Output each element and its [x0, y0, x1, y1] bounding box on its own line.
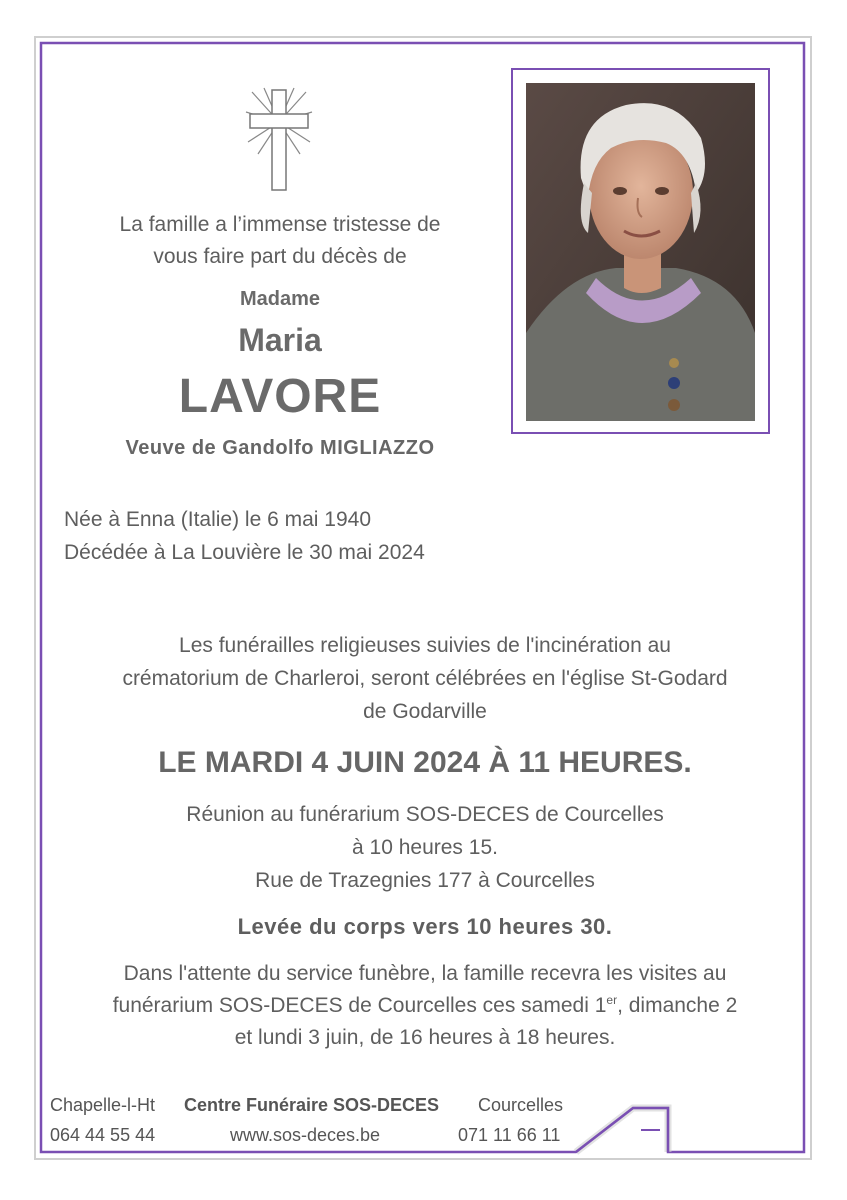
footer-website-link[interactable]: www.sos-deces.be: [230, 1125, 381, 1145]
visits-line-2-sup: er: [606, 993, 618, 1007]
visits-line-2-b: , dimanche 2: [617, 994, 738, 1017]
meeting-line-2: à 10 heures 15.: [352, 836, 498, 859]
footer-right-phone: 071 11 66 11: [458, 1125, 561, 1145]
visits-line-1: Dans l'attente du service funèbre, la famille recevra les visites au: [123, 962, 727, 985]
portrait-photo: [526, 83, 755, 421]
visits-line-3: et lundi 3 juin, de 16 heures à 18 heures.: [234, 1026, 616, 1049]
funeral-date: LE MARDI 4 JUIN 2024 À 11 HEURES.: [158, 746, 692, 779]
footer-right-city: Courcelles: [478, 1095, 564, 1115]
levee-du-corps: Levée du corps vers 10 heures 30.: [237, 914, 613, 939]
funeral-line-1: Les funérailles religieuses suivies de l'incinération au: [179, 634, 671, 657]
deceased-last-name: LAVORE: [178, 370, 382, 423]
death-info: Décédée à La Louvière le 30 mai 2024: [64, 541, 425, 564]
funeral-line-3: de Godarville: [363, 700, 487, 723]
intro-line-1: La famille a l’immense tristesse de: [119, 213, 441, 236]
footer-left-phone: 064 44 55 44: [50, 1125, 156, 1145]
deceased-title: Madame: [239, 288, 321, 310]
deceased-first-name: Maria: [238, 322, 322, 358]
portrait-frame: [511, 68, 770, 434]
visits-line-2: [40, 994, 810, 1018]
meeting-line-3: Rue de Trazegnies 177 à Courcelles: [255, 869, 595, 892]
widow-of: Veuve de Gandolfo MIGLIAZZO: [125, 437, 435, 459]
meeting-line-1: Réunion au funérarium SOS-DECES de Courcelles: [186, 803, 664, 826]
birth-info: Née à Enna (Italie) le 6 mai 1940: [64, 508, 372, 531]
footer-left-city: Chapelle-l-Ht: [50, 1095, 156, 1115]
visits-line-2-a: funérarium SOS-DECES de Courcelles ces samedi 1: [112, 994, 607, 1017]
funeral-line-2: crématorium de Charleroi, seront célébrées en l'église St-Godard: [122, 667, 728, 690]
cross-icon: [244, 86, 314, 192]
footer-center-name: Centre Funéraire SOS-DECES: [184, 1095, 440, 1115]
intro-line-2: vous faire part du décès de: [153, 245, 407, 268]
